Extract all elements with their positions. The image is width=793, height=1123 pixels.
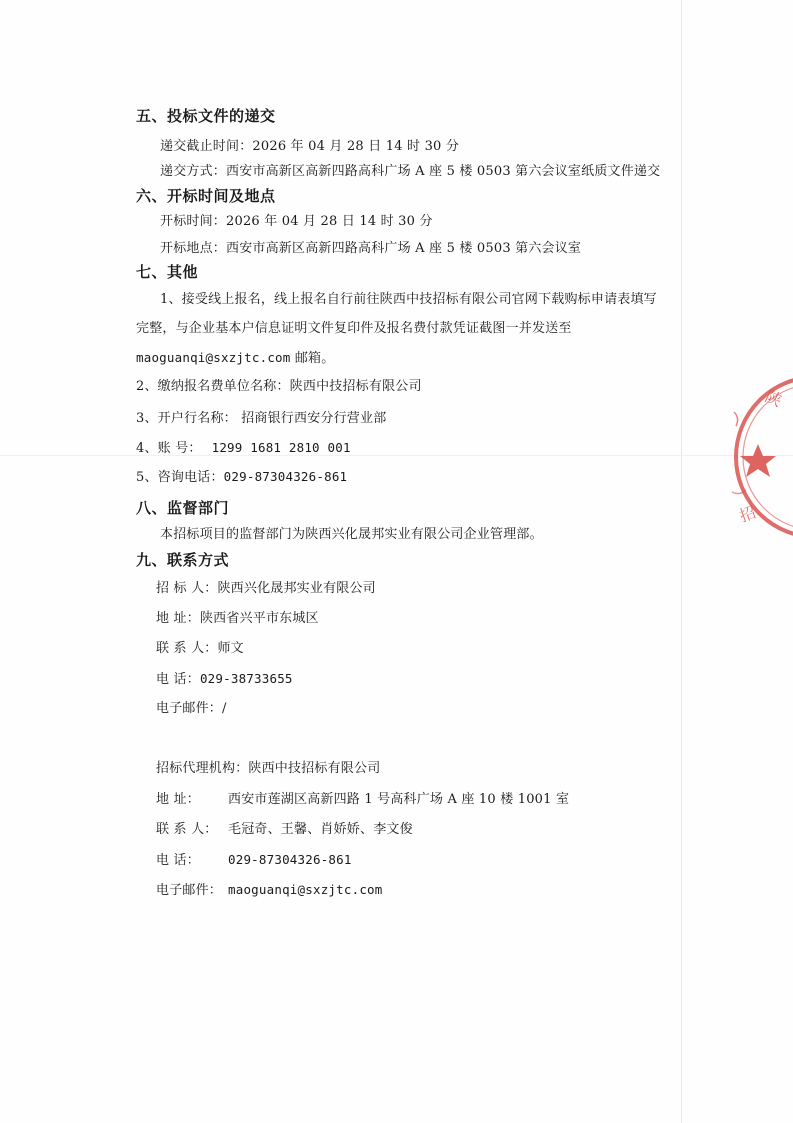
tenderer-email-row bbox=[156, 700, 227, 718]
registration-email: maoguanqi@sxzjtc.com bbox=[136, 350, 291, 365]
tenderer-name-row bbox=[156, 580, 376, 598]
agency-contact-label: 联 系 人： bbox=[156, 822, 218, 837]
agency-name: 陕西中技招标有限公司 bbox=[248, 761, 381, 776]
account-label: 4、账 号： bbox=[136, 441, 202, 456]
other-item-3: 3、开户行名称： 招商银行西安分行营业部 bbox=[136, 411, 387, 426]
agency-email-label: 电子邮件： bbox=[156, 883, 223, 898]
seal-graphic bbox=[728, 372, 793, 542]
other-item-4 bbox=[136, 439, 351, 458]
tenderer-contact-label: 联 系 人： bbox=[156, 641, 218, 656]
other-item-5 bbox=[136, 468, 347, 487]
other-item-2: 2、缴纳报名费单位名称：陕西中技招标有限公司 bbox=[136, 379, 422, 394]
other-item-1-line-2: 完整，与企业基本户信息证明文件复印件及报名费付款凭证截图一并发送至 bbox=[136, 321, 572, 336]
tenderer-address: 陕西省兴平市东城区 bbox=[199, 611, 319, 626]
scan-artifact-line bbox=[0, 455, 793, 456]
consult-phone-label: 5、咨询电话： bbox=[136, 470, 224, 485]
agency-contact: 毛冠奇、王馨、肖娇娇、李文俊 bbox=[228, 822, 413, 837]
agency-name-row bbox=[156, 760, 380, 778]
agency-phone-row bbox=[156, 851, 352, 870]
scan-artifact-rule bbox=[681, 0, 682, 1123]
registration-email-suffix: 邮箱。 bbox=[290, 351, 335, 366]
supervision-text: 本招标项目的监督部门为陕西兴化晟邦实业有限公司企业管理部。 bbox=[160, 527, 543, 542]
agency-email-row bbox=[156, 881, 383, 900]
consult-phone: 029-87304326-861 bbox=[223, 469, 348, 484]
tenderer-phone-label: 电 话： bbox=[156, 672, 200, 687]
company-seal bbox=[728, 372, 793, 542]
section-9-title: 九、联系方式 bbox=[136, 551, 230, 569]
opening-place: 开标地点：西安市高新区高新四路高科广场 A 座 5 楼 0503 第六会议室 bbox=[160, 241, 582, 256]
section-5-title: 五、投标文件的递交 bbox=[136, 107, 276, 125]
tenderer-phone: 029-38733655 bbox=[199, 671, 293, 686]
tenderer-address-row bbox=[156, 610, 319, 628]
submission-method: 递交方式：西安市高新区高新四路高科广场 A 座 5 楼 0503 第六会议室纸质文件递交 bbox=[160, 164, 661, 179]
tenderer-contact-row bbox=[156, 640, 244, 658]
section-7-title: 七、其他 bbox=[136, 263, 199, 281]
tenderer-name-label: 招 标 人： bbox=[156, 581, 218, 596]
other-item-1-line-1: 1、接受线上报名，线上报名自行前往陕西中技招标有限公司官网下载购标申请表填写 bbox=[160, 292, 657, 307]
tenderer-contact: 师文 bbox=[217, 641, 244, 656]
tenderer-name: 陕西兴化晟邦实业有限公司 bbox=[217, 581, 376, 596]
account-number: 1299 1681 2810 001 bbox=[211, 440, 351, 455]
tenderer-address-label: 地 址： bbox=[156, 611, 200, 626]
agency-email: maoguanqi@sxzjtc.com bbox=[228, 882, 383, 897]
tenderer-email: / bbox=[222, 701, 227, 716]
submission-deadline: 递交截止时间：2026 年 04 月 28 日 14 时 30 分 bbox=[160, 139, 460, 154]
agency-phone-label: 电 话： bbox=[156, 853, 200, 868]
section-8-title: 八、监督部门 bbox=[136, 499, 230, 517]
agency-name-label: 招标代理机构： bbox=[156, 761, 249, 776]
agency-phone: 029-87304326-861 bbox=[228, 852, 352, 867]
seal-char-2: 招 bbox=[736, 502, 759, 526]
tenderer-phone-row bbox=[156, 670, 293, 689]
section-6-title: 六、开标时间及地点 bbox=[136, 187, 276, 205]
tenderer-email-label: 电子邮件： bbox=[156, 701, 223, 716]
seal-char-1: 陕 bbox=[762, 386, 785, 411]
agency-contact-row bbox=[156, 821, 413, 839]
other-item-1-line-3 bbox=[136, 349, 334, 368]
agency-address-label: 地 址： bbox=[156, 792, 200, 807]
opening-time: 开标时间：2026 年 04 月 28 日 14 时 30 分 bbox=[160, 214, 433, 229]
agency-address-row bbox=[156, 791, 569, 809]
agency-address: 西安市莲湖区高新四路 1 号高科广场 A 座 10 楼 1001 室 bbox=[228, 792, 570, 807]
